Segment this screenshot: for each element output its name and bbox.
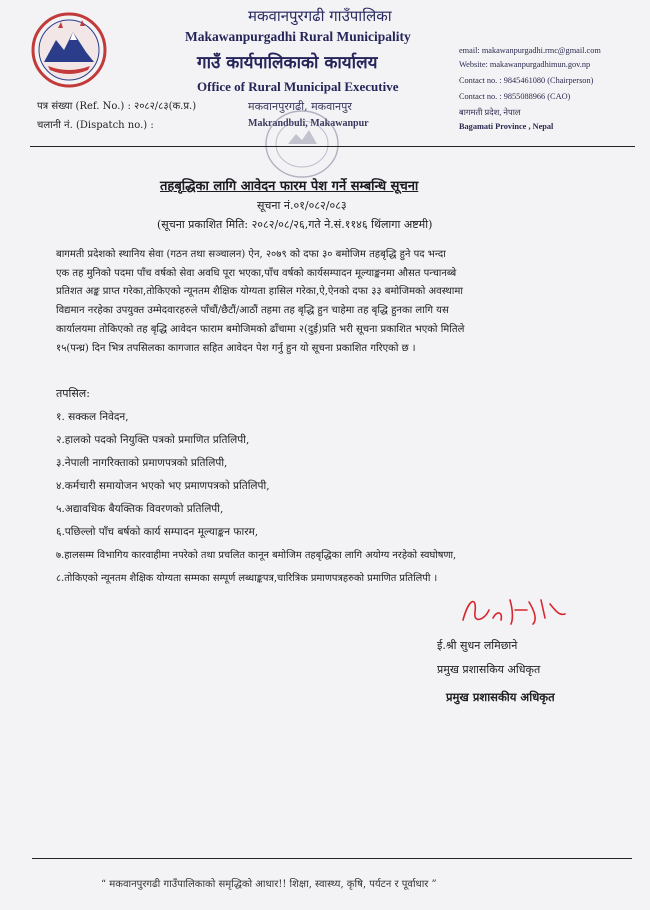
contact-email: email: makawanpurgadhi.rmc@gmail.com: [459, 46, 601, 55]
list-item: २.हालको पदको नियुक्ति पत्रको प्रमाणित प्रतिलिपी,: [56, 434, 250, 446]
notice-date: (सूचना प्रकाशित मिति: २०८२/०८/२६,गते ने.सं.११४६ थिंलागा अष्टमी): [157, 218, 433, 231]
notice-number: सूचना नं.०१/०८२/०८३: [257, 199, 347, 212]
body-line: प्रतिशत अङ्क प्राप्त गरेका,तोकिएको न्यूनतम शैक्षिक योग्यता हासिल गरेका,ऐ,ऐनको दफा ३३ बमोजिमको अवस्थामा: [56, 286, 463, 298]
body-line: कार्यालयमा तोकिएको तह बृद्धि आवेदन फाराम बमोजिमको ढाँचामा २(दुई)प्रति भरी सूचना प्रकाशित भएको मितिले: [56, 323, 465, 335]
office-seal-stamp: [262, 106, 342, 182]
body-line: बागमती प्रदेशको स्थानिय सेवा (गठन तथा सञ्चालन) ऐन, २०७९ को दफा ३० बमोजिम तहबृद्धि हुने पद भन्दा: [56, 249, 446, 260]
body-line: विद्यमान नरहेका उपयुक्त उम्मेदवारहरुले पाँचौं/छैटौं/आठौं तहमा तह बृद्धि हुन चाहेमा तह बृद्धि हुनका लागि यस: [56, 305, 449, 317]
office-name-nepali: मकवानपुरगढी गाउँपालिका: [248, 7, 392, 25]
list-item: ८.तोकिएको न्यूनतम शैक्षिक योग्यता सम्मका सम्पूर्ण लब्धाङ्कपत्र,चारित्रिक प्रमाणपत्रहरुको प्रमाणित प्रतिलिपी ।: [56, 573, 438, 584]
reference-number: पत्र संख्या (Ref. No.) : २०८२/८३(क.प्र.): [37, 101, 197, 112]
province-nepali: बागमती प्रदेश, नेपाल: [459, 108, 521, 117]
contact-website: Website: makawanpurgadhimun.gov.np: [459, 60, 591, 69]
contact-chairperson: Contact no. : 9845461080 (Chairperson): [459, 76, 594, 85]
contact-cao: Contact no. : 9855088966 (CAO): [459, 92, 571, 101]
header-divider: [30, 146, 635, 147]
list-item: १. सक्कल निवेदन,: [56, 411, 129, 423]
list-item: ५.अद्यावधिक बैयक्तिक विवरणको प्रतिलिपी,: [56, 503, 224, 515]
nepal-emblem-logo: [30, 10, 108, 88]
notice-body: [56, 246, 596, 358]
list-item: ३.नेपाली नागरिक्ताको प्रमाणपत्रको प्रतिलिपी,: [56, 457, 228, 469]
body-line: १५(पन्ध्र) दिन भित्र तपसिलका कागजात सहित आवेदन पेश गर्नु हुन यो सूचना प्रकाशित गरिएको छ ।: [56, 342, 416, 354]
list-item: ६.पछिल्लो पाँच बर्षको कार्य सम्पादन मूल्याङ्कन फारम,: [56, 526, 259, 538]
signatory-title: प्रमुख प्रशासकिय अधिकृत: [437, 663, 541, 676]
location-english: Makrandbuli, Makawanpur: [248, 118, 369, 129]
list-item: ७.हालसम्म विभागिय कारवाहीमा नपरेको तथा प्रचलित कानून बमोजिम तहबृद्धिका लागि अयोग्य नरहेको स्वघोषणा,: [56, 550, 457, 561]
office-name-english: Makawanpurgadhi Rural Municipality: [185, 29, 411, 44]
dispatch-number: चलानी नं. (Dispatch no.) :: [37, 120, 154, 131]
footer-divider: [32, 858, 632, 859]
handwritten-signature: [455, 590, 585, 630]
list-item: ४.कर्मचारी समायोजन भएको भए प्रमाणपत्रको प्रतिलिपी,: [56, 480, 270, 492]
executive-office-nepali: गाउँ कार्यपालिकाको कार्यालय: [197, 53, 378, 73]
list-heading: तपसिल:: [56, 387, 90, 400]
executive-office-english: Office of Rural Municipal Executive: [197, 79, 399, 94]
province-english: Bagamati Province , Nepal: [459, 122, 554, 131]
footer-motto: “ मकवानपुरगढी गाउँपालिकाको समृद्धिको आधार!! शिक्षा, स्वास्थ्य, कृषि, पर्यटन र पूर्वाधार ”: [101, 879, 437, 890]
location-nepali: मकवानपुरगढी, मकवानपुर: [248, 100, 352, 113]
designation-stamp: प्रमुख प्रशासकीय अधिकृत: [446, 690, 555, 704]
signatory-name: ई.श्री सुधन लमिछाने: [437, 639, 518, 652]
body-line: एक तह मुनिको पदमा पाँच वर्षको सेवा अवधि पूरा भएका,पाँच वर्षको कार्यसम्पादन मूल्याङ्कनमा औसत पन्चानब्बे: [56, 267, 457, 279]
notice-subject: तहबृद्धिका लागि आवेदन फारम पेश गर्ने सम्बन्धि सूचना: [160, 179, 419, 194]
